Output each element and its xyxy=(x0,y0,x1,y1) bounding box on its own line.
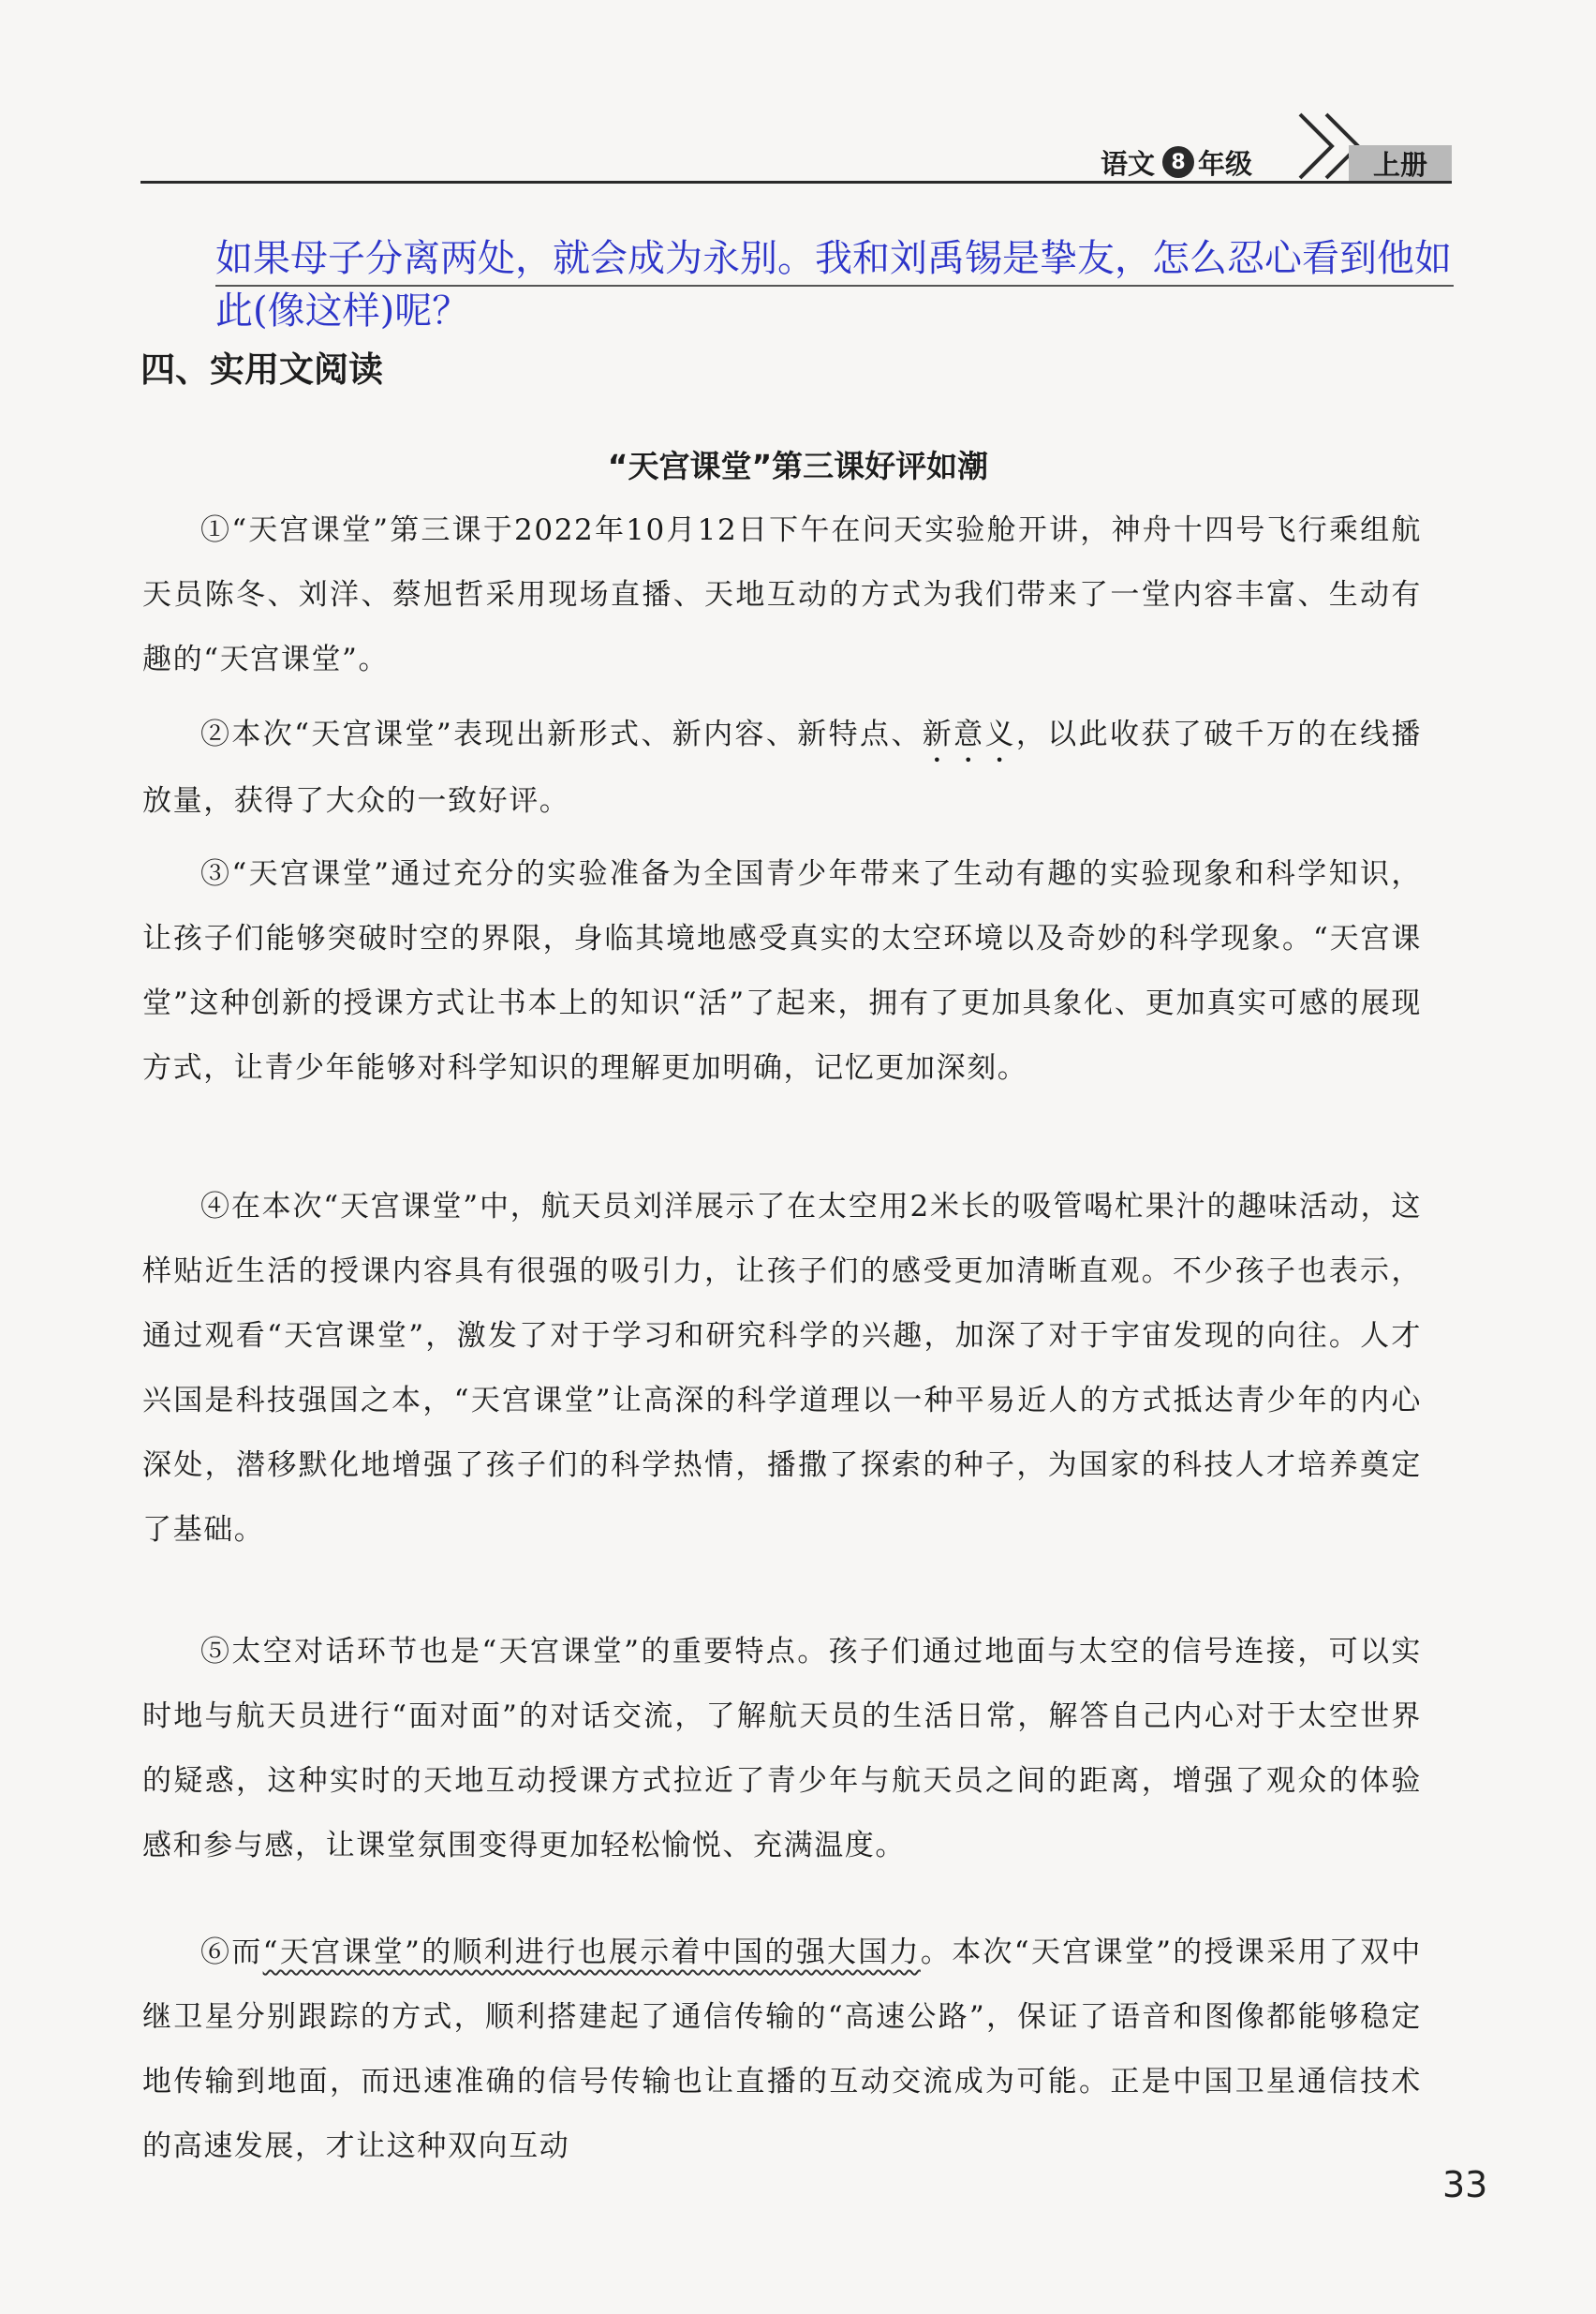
paragraph-1: ①“天宫课堂”第三课于2022年10月12日下午在问天实验舱开讲，神舟十四号飞行乘组航天员陈冬、刘洋、蔡旭哲采用现场直播、天地互动的方式为我们带来了一堂内容丰富、生动有趣的“天宫课堂”。 xyxy=(142,513,1422,676)
article-title: “天宫课堂”第三课好评如潮 xyxy=(607,448,989,484)
grade-number-badge: 8 xyxy=(1162,146,1194,178)
answer-underline xyxy=(215,285,1454,287)
paragraph-2 xyxy=(142,703,1422,834)
paragraph-2-text: ②本次“天宫课堂”表现出新形式、新内容、新特点、 xyxy=(200,718,923,751)
paragraph-3: ③“天宫课堂”通过充分的实验准备为全国青少年带来了生动有趣的实验现象和科学知识，让孩子们能够突破时空的界限，身临其境地感受真实的太空环境以及奇妙的科学现象。“天宫课堂”这种创新的授课方式让书本上的知识“活”了起来，拥有了更加具象化、更加真实可感的展现方式，让青少年能够对科学知识的理解更加明确，记忆更加深刻。 xyxy=(142,857,1422,1085)
header-subject-grade xyxy=(1101,143,1252,181)
paragraph-2-text-end: ，以此收获了破千万的在线播放量，获得了大众的一致好评。 xyxy=(142,718,1422,818)
paragraph-6 xyxy=(142,1921,1422,2179)
section-heading: 四、实用文阅读 xyxy=(140,349,383,390)
page-number: 33 xyxy=(1442,2164,1488,2205)
paragraph-6-text: 。本次“天宫课堂”的授课采用了双中继卫星分别跟踪的方式，顺利搭建起了通信传输的“高速公路”，保证了语音和图像都能够稳定地传输到地面，而迅速准确的信号传输也让直播的互动交流成为可能。正是中国卫星通信技术的高速发展，才让这种双向互动 xyxy=(142,1936,1422,2163)
header-rule xyxy=(140,181,1452,184)
paragraph-5: ⑤太空对话环节也是“天宫课堂”的重要特点。孩子们通过地面与太空的信号连接，可以实时地与航天员进行“面对面”的对话交流，了解航天员的生活日常，解答自己内心对于太空世界的疑惑，这种实时的天地互动授课方式拉近了青少年与航天员之间的距离，增强了观众的体验感和参与感，让课堂氛围变得更加轻松愉悦、充满温度。 xyxy=(142,1635,1422,1862)
subject-label: 语文 xyxy=(1101,147,1156,180)
answer-text: 如果母子分离两处，就会成为永别。我和刘禹锡是挚友，怎么忍心看到他如此(像这样)呢？ xyxy=(215,237,1452,333)
paragraph-4: ④在本次“天宫课堂”中，航天员刘洋展示了在太空用2米长的吸管喝杧果汁的趣味活动，这样贴近生活的授课内容具有很强的吸引力，让孩子们的感受更加清晰直观。不少孩子也表示，通过观看“天宫课堂”，激发了对于学习和研究科学的兴趣，加深了对于宇宙发现的向往。人才兴国是科技强国之本，“天宫课堂”让高深的科学道理以一种平易近人的方式抵达青少年的内心深处，潜移默化地增强了孩子们的科学热情，播撒了探索的种子，为国家的科技人才培养奠定了基础。 xyxy=(142,1190,1422,1547)
volume-label: 上册 xyxy=(1349,145,1452,181)
paragraph-6-underlined-sentence: “天宫课堂”的顺利进行也展示着中国的强大国力 xyxy=(262,1936,921,1969)
paragraph-2-dotted-term: 新意义 xyxy=(922,718,1016,751)
grade-suffix-label: 年级 xyxy=(1198,147,1253,180)
paragraph-6-prefix: ⑥而 xyxy=(200,1936,263,1969)
